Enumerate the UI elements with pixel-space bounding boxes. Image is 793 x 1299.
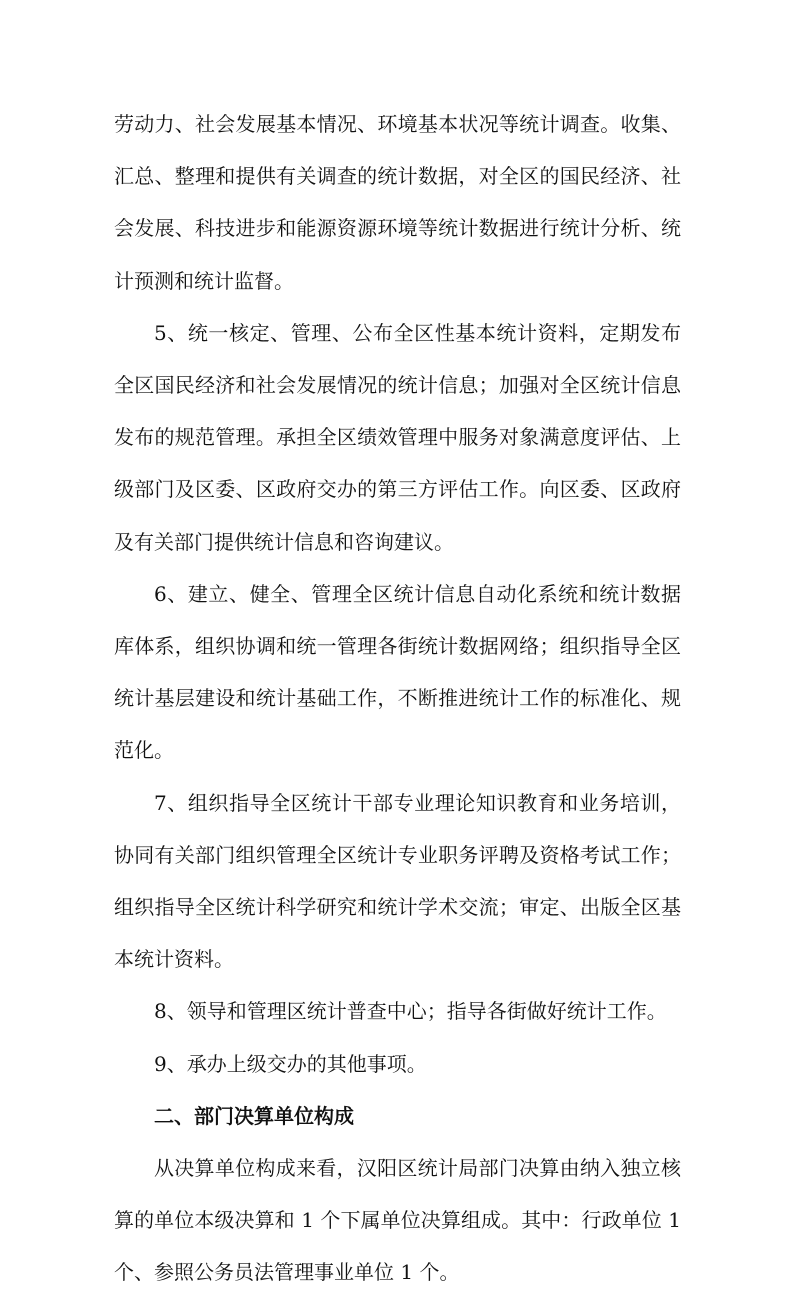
section-heading: 二、部门决算单位构成	[154, 1103, 354, 1128]
document-body	[114, 98, 681, 1299]
paragraph-continuation: 劳动力、社会发展基本情况、环境基本状况等统计调查。收集、汇总、整理和提供有关调查的统计数据，对全区的国民经济、社会发展、科技进步和能源资源环境等统计数据进行统计分析、统计预测和统计监督。	[114, 112, 681, 293]
paragraph-item-8: 8、领导和管理区统计普查中心；指导各街做好统计工作。	[154, 999, 667, 1024]
paragraph-item-5: 5、统一核定、管理、公布全区性基本统计资料，定期发布全区国民经济和社会发展情况的统计信息；加强对全区统计信息发布的规范管理。承担全区绩效管理中服务对象满意度评估、上级部门及区委、区政府交办的第三方评估工作。向区委、区政府及有关部门提供统计信息和咨询建议。	[114, 320, 681, 554]
paragraph-unit-composition: 从决算单位构成来看，汉阳区统计局部门决算由纳入独立核算的单位本级决算和 1 个下属单位决算组成。其中：行政单位 1 个、参照公务员法管理事业单位 1 个。	[114, 1156, 681, 1285]
paragraph-item-7: 7、组织指导全区统计干部专业理论知识教育和业务培训，协同有关部门组织管理全区统计专业职务评聘及资格考试工作；组织指导全区统计科学研究和统计学术交流；审定、出版全区基本统计资料。	[114, 790, 681, 972]
paragraph-item-9: 9、承办上级交办的其他事项。	[154, 1051, 427, 1076]
paragraph-item-6: 6、建立、健全、管理全区统计信息自动化系统和统计数据库体系，组织协调和统一管理各街统计数据网络；组织指导全区统计基层建设和统计基础工作，不断推进统计工作的标准化、规范化。	[114, 581, 681, 763]
